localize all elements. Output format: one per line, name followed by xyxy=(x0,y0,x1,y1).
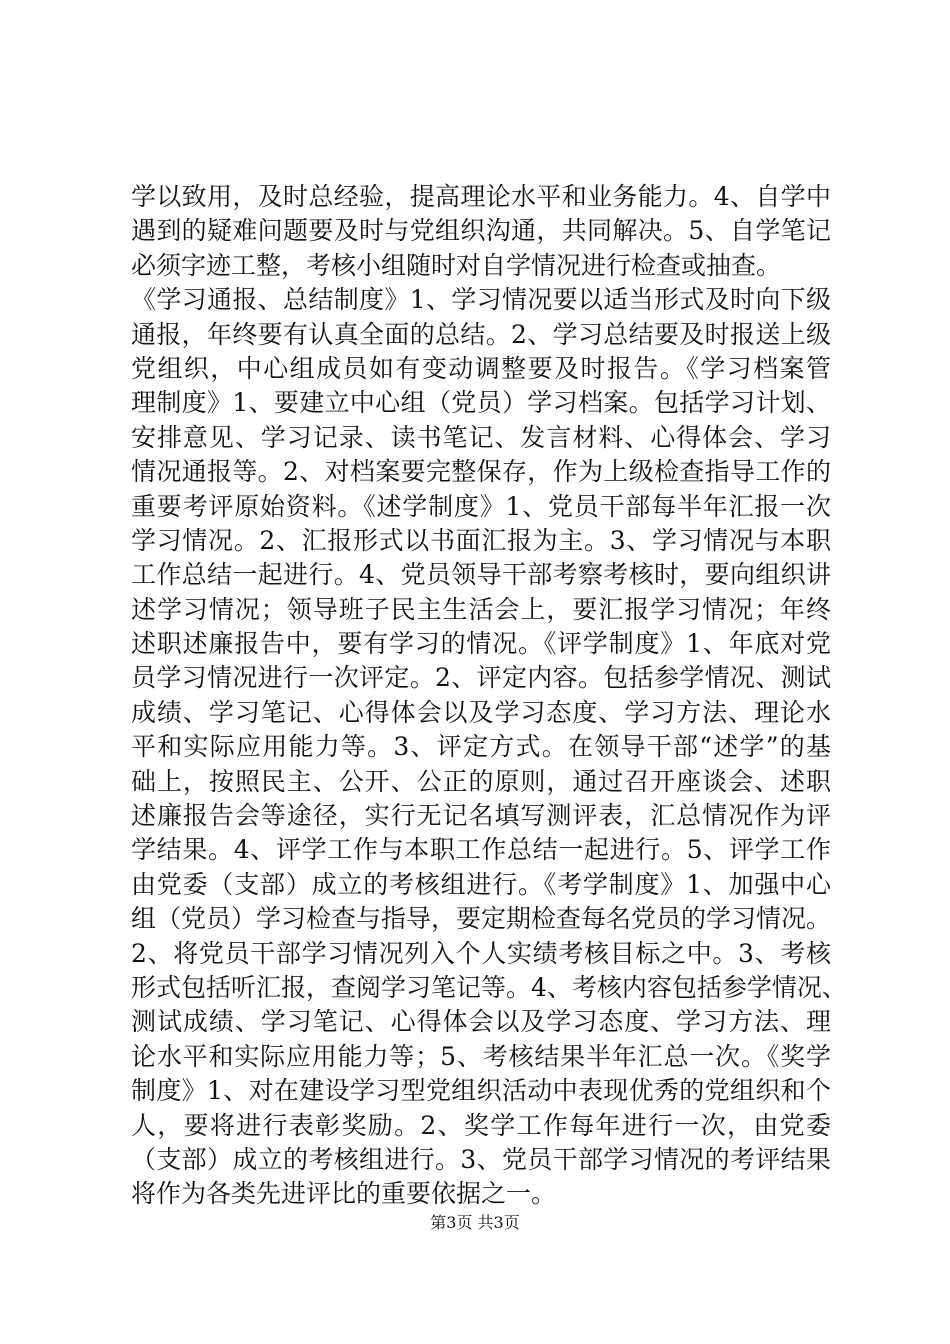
text-line: 将作为各类先进评比的重要依据之一。 xyxy=(131,1179,557,1209)
text-line: 学结果。4、评学工作与本职工作总结一起进行。5、评学工作 xyxy=(131,835,831,865)
text-line: 党组织，中心组成员如有变动调整要及时报告。《学习档案管 xyxy=(131,353,831,383)
text-line: 学习情况。2、汇报形式以书面汇报为主。3、学习情况与本职 xyxy=(131,525,831,555)
text-line: 形式包括听汇报，查阅学习笔记等。4、考核内容包括参学情况、 xyxy=(131,972,847,1002)
text-line: 安排意见、学习记录、读书笔记、发言材料、心得体会、学习 xyxy=(131,422,831,452)
text-line: 论水平和实际应用能力等；5、考核结果半年汇总一次。《奖学 xyxy=(131,1041,831,1071)
text-line: 《学习通报、总结制度》1、学习情况要以适当形式及时向下级 xyxy=(131,285,831,315)
text-line: 础上，按照民主、公开、公正的原则，通过召开座谈会、述职 xyxy=(131,766,831,796)
text-line: 遇到的疑难问题要及时与党组织沟通，共同解决。5、自学笔记 xyxy=(131,216,831,246)
text-line: 员学习情况进行一次评定。2、评定内容。包括参学情况、测试 xyxy=(131,663,831,693)
text-line: 工作总结一起进行。4、党员领导干部考察考核时，要向组织讲 xyxy=(131,560,831,590)
text-line: 成绩、学习笔记、心得体会以及学习态度、学习方法、理论水 xyxy=(131,697,831,727)
text-line: （支部）成立的考核组进行。3、党员干部学习情况的考评结果 xyxy=(131,1144,831,1174)
text-line: 通报，年终要有认真全面的总结。2、学习总结要及时报送上级 xyxy=(131,319,831,349)
text-line: 平和实际应用能力等。3、评定方式。在领导干部“述学”的基 xyxy=(131,732,831,762)
text-line: 述学习情况；领导班子民主生活会上，要汇报学习情况；年终 xyxy=(131,594,831,624)
text-line: 制度》1、对在建设学习型党组织活动中表现优秀的党组织和个 xyxy=(131,1076,831,1106)
page-number-footer: 第3页 共3页 xyxy=(430,1213,520,1232)
text-line: 情况通报等。2、对档案要完整保存，作为上级检查指导工作的 xyxy=(131,457,831,487)
text-line: 必须字迹工整，考核小组随时对自学情况进行检查或抽查。 xyxy=(131,250,782,280)
text-line: 由党委（支部）成立的考核组进行。《考学制度》1、加强中心 xyxy=(131,869,831,899)
text-line: 理制度》1、要建立中心组（党员）学习档案。包括学习计划、 xyxy=(131,388,831,418)
document-body xyxy=(131,180,847,1212)
text-line: 测试成绩、学习笔记、心得体会以及学习态度、学习方法、理 xyxy=(131,1007,831,1037)
text-line: 人，要将进行表彰奖励。2、奖学工作每年进行一次，由党委 xyxy=(131,1110,831,1140)
text-line: 组（党员）学习检查与指导，要定期检查每名党员的学习情况。 xyxy=(131,904,832,934)
text-line: 重要考评原始资料。《述学制度》1、党员干部每半年汇报一次 xyxy=(131,491,831,521)
text-line: 2、将党员干部学习情况列入个人实绩考核目标之中。3、考核 xyxy=(131,938,831,968)
text-line: 述职述廉报告中，要有学习的情况。《评学制度》1、年底对党 xyxy=(131,629,831,659)
text-line: 学以致用，及时总经验，提高理论水平和业务能力。4、自学中 xyxy=(131,182,831,211)
text-line: 述廉报告会等途径，实行无记名填写测评表，汇总情况作为评 xyxy=(131,801,831,831)
